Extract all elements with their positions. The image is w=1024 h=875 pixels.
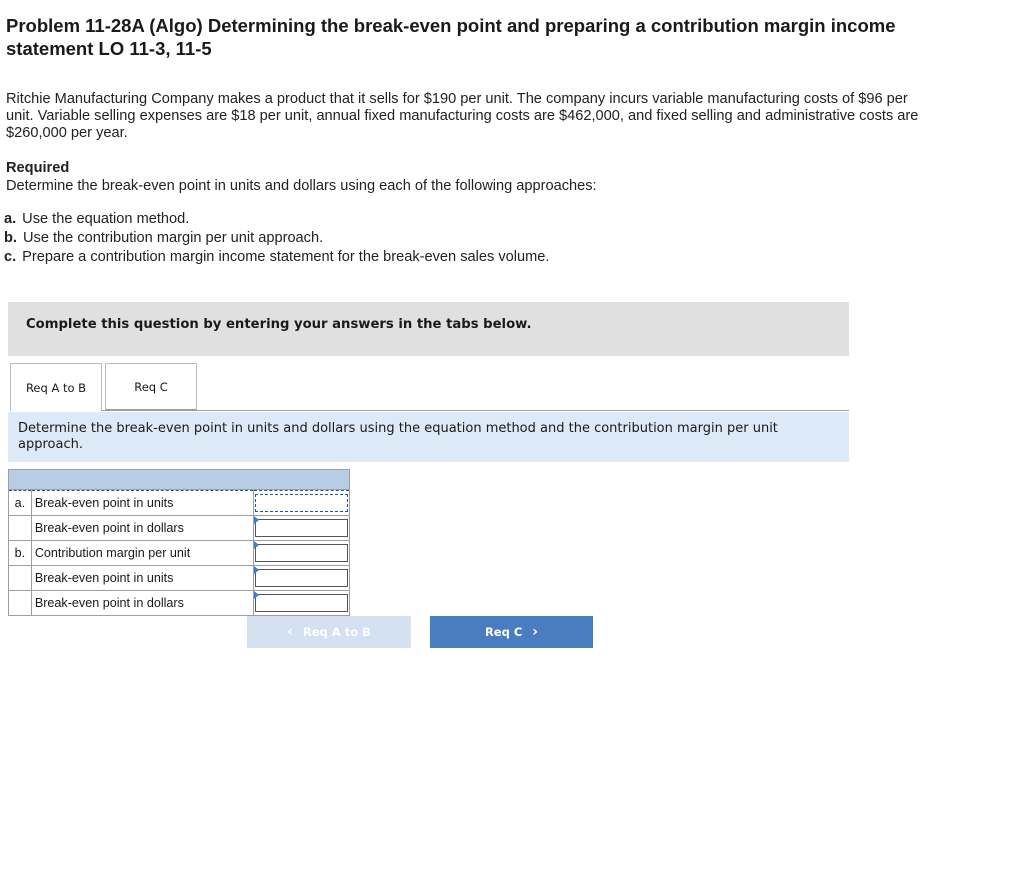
requirement-letter: a. — [4, 211, 17, 227]
break-even-dollars-input-b[interactable] — [255, 594, 348, 612]
required-text: Determine the break-even point in units and dollars using each of the following approaches: — [6, 178, 597, 194]
requirement-item — [4, 248, 549, 267]
requirement-item — [4, 229, 549, 248]
next-tab-label: Req C — [484, 625, 523, 639]
row-letter: b. — [9, 541, 32, 566]
chevron-right-icon: › — [532, 624, 539, 640]
row-label: Break-even point in units — [31, 491, 254, 516]
flag-icon — [254, 541, 259, 549]
chevron-left-icon: ‹ — [287, 624, 293, 640]
problem-description: Ritchie Manufacturing Company makes a product that it sells for $190 per unit. The company incurs variable manufacturing costs of $96 per unit. Variable selling expenses are $18 per unit, annual fixed manufacturing costs are $462,000, and fixed selling and administrative costs are $260,000 per year. — [6, 91, 919, 141]
prev-tab-label: Req A to B — [302, 625, 371, 639]
row-letter — [9, 566, 32, 591]
flag-icon — [254, 516, 259, 524]
prev-tab-button[interactable] — [247, 616, 411, 648]
row-label: Break-even point in units — [31, 566, 254, 591]
requirement-letter: c. — [4, 249, 17, 265]
answer-grid — [8, 490, 350, 616]
tab-req-c[interactable]: Req C — [105, 363, 197, 410]
table-row — [9, 566, 350, 591]
flag-icon — [254, 566, 259, 574]
row-letter: a. — [9, 491, 32, 516]
answer-cell — [254, 541, 350, 566]
table-row — [9, 591, 350, 616]
answer-cell — [254, 591, 350, 616]
flag-icon — [254, 591, 259, 599]
required-heading: Required — [6, 160, 70, 176]
row-letter — [9, 516, 32, 541]
answer-table — [8, 469, 350, 616]
requirement-letter: b. — [4, 230, 17, 246]
problem-title: Problem 11-28A (Algo) Determining the break-even point and preparing a contribution margin income statement LO 11-3, 11-5 — [6, 15, 896, 59]
requirement-item — [4, 210, 549, 229]
table-row — [9, 541, 350, 566]
table-row — [9, 516, 350, 541]
table-header-bar — [8, 469, 350, 490]
requirement-text: Use the equation method. — [22, 211, 190, 227]
row-label: Contribution margin per unit — [31, 541, 254, 566]
requirement-text: Use the contribution margin per unit approach. — [22, 230, 324, 246]
tab-description-panel — [8, 412, 849, 462]
contribution-margin-input-b[interactable] — [255, 544, 348, 562]
tab-description: Determine the break-even point in units and dollars using the equation method and the contribution margin per unit approach. — [18, 421, 778, 452]
answer-cell — [254, 491, 350, 516]
tab-req-a-to-b[interactable]: Req A to B — [10, 363, 102, 411]
break-even-dollars-input-a[interactable] — [255, 519, 348, 537]
row-label: Break-even point in dollars — [31, 591, 254, 616]
tab-divider — [102, 410, 849, 411]
break-even-units-input-b[interactable] — [255, 569, 348, 587]
instruction-text: Complete this question by entering your answers in the tabs below. — [26, 317, 532, 332]
break-even-units-input-a[interactable] — [255, 494, 348, 512]
requirement-text: Prepare a contribution margin income statement for the break-even sales volume. — [22, 249, 550, 265]
instruction-banner — [8, 302, 849, 356]
answer-cell — [254, 566, 350, 591]
row-letter — [9, 591, 32, 616]
requirements-list — [4, 210, 549, 267]
next-tab-button[interactable] — [430, 616, 593, 648]
answer-cell — [254, 516, 350, 541]
row-label: Break-even point in dollars — [31, 516, 254, 541]
table-row — [9, 491, 350, 516]
